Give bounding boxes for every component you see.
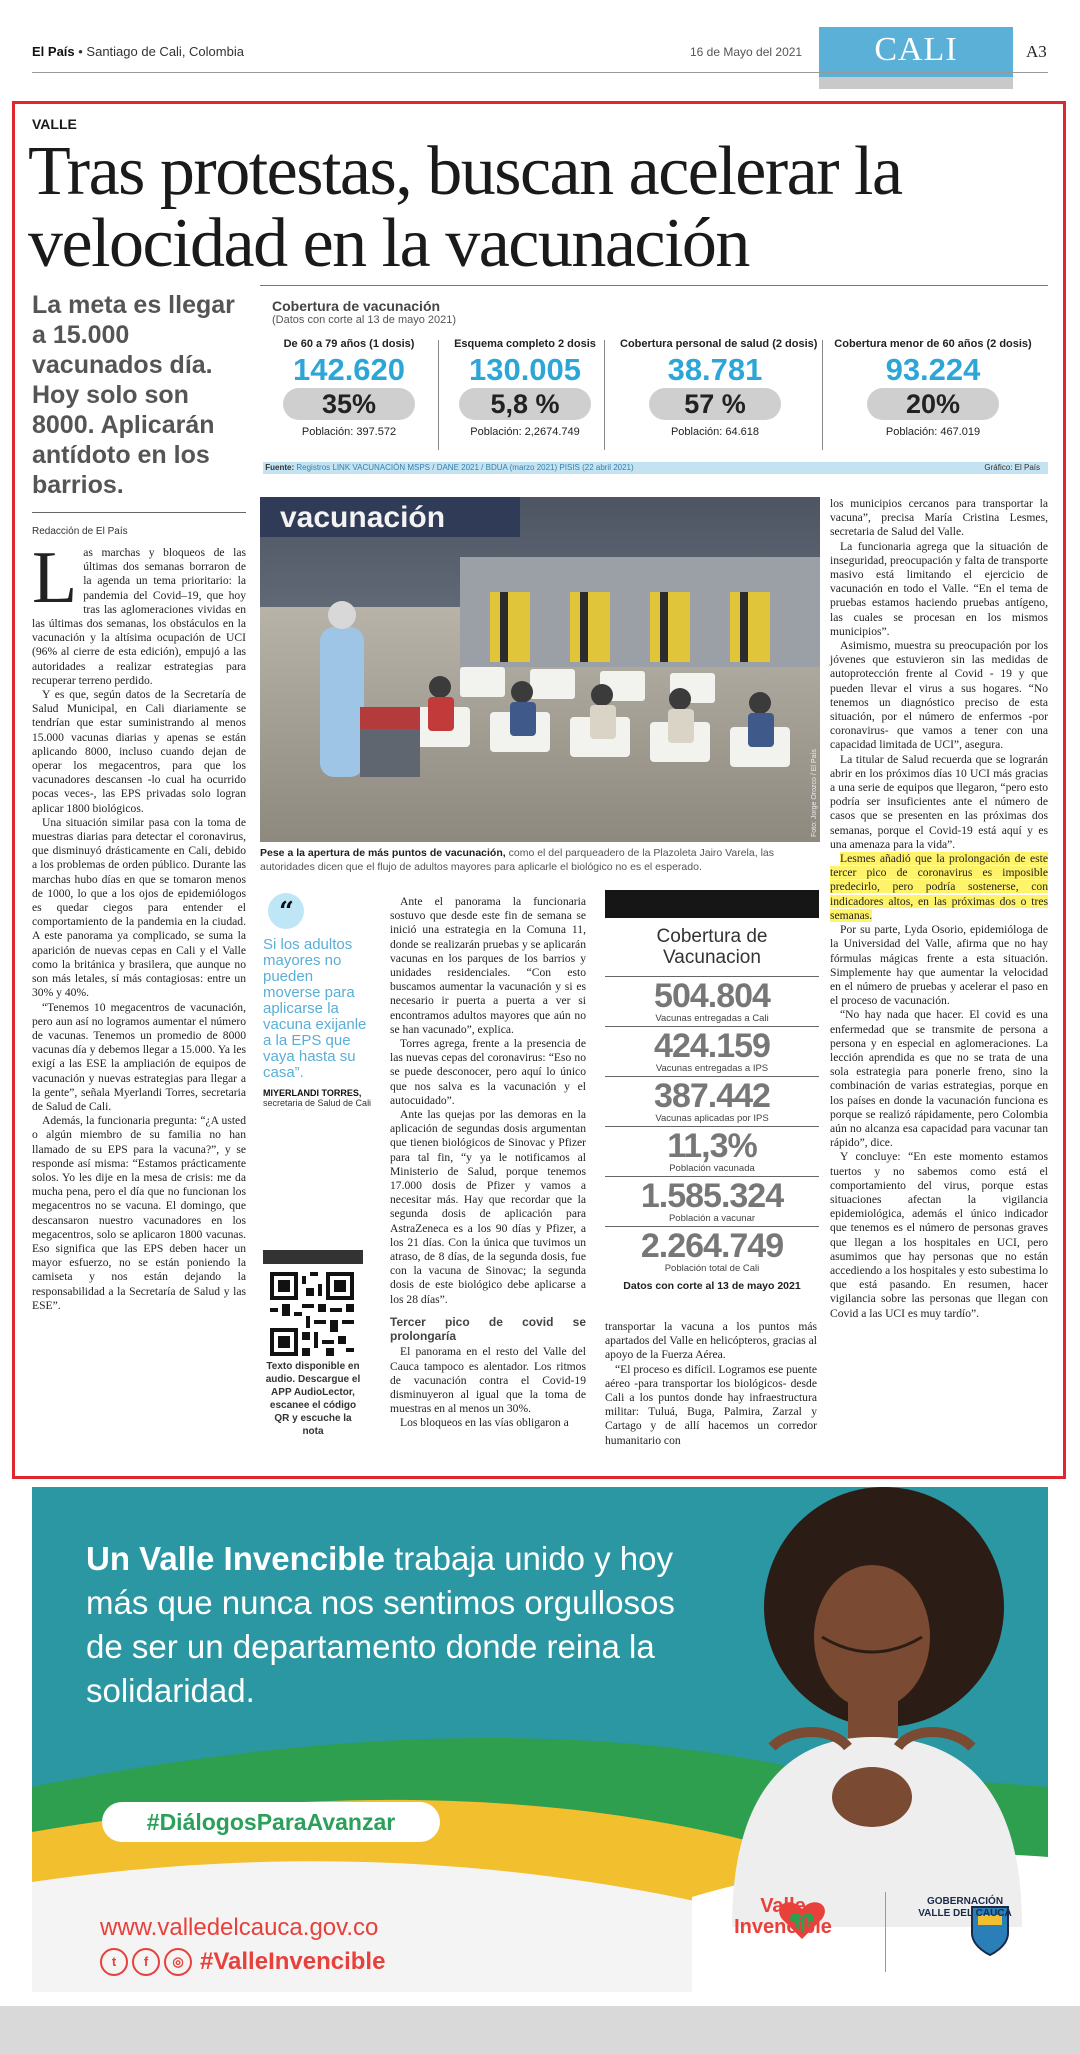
paper-name: El País bbox=[32, 44, 75, 59]
coverage-label: Población a vacunar bbox=[668, 1213, 756, 1224]
qr-instructions: Texto disponible en audio. Descargue el APP AudioLector, escanee el código QR y escuche la nota bbox=[265, 1361, 361, 1437]
subheading: Tercer pico de covid se prolongaría bbox=[390, 1314, 586, 1344]
stat-percent: 5,8 % bbox=[459, 388, 591, 420]
paragraph: Por su parte, Lyda Osorio, epidemióloga de la Universidad del Valle, afirma que no hay fórmulas mágicas frente a esta situación. Simplemente hay que aumentar la velocidad en el número de pruebas y acelerar el paso en el proceso de vacunación. bbox=[830, 923, 1048, 1008]
stat-population: Población: 2,2674.749 bbox=[470, 426, 580, 438]
stat-population: Población: 467.019 bbox=[885, 426, 981, 438]
gov-line-2: VALLE DEL CAUCA bbox=[918, 1908, 1012, 1919]
page-bottom-margin bbox=[0, 2006, 1080, 2054]
logo-separator bbox=[885, 1892, 886, 1972]
stat-population: Población: 397.572 bbox=[301, 426, 397, 438]
coverage-item bbox=[605, 1176, 819, 1224]
paragraph: los municipios cercanos para transportar la vacuna”, precisa María Cristina Lesmes, secretaria de Salud del Valle. bbox=[830, 497, 1048, 539]
drop-cap: L bbox=[32, 537, 78, 619]
byline: Redacción de El País bbox=[32, 526, 128, 537]
quote-author: MIYERLANDI TORRES, bbox=[263, 1088, 362, 1098]
paragraph: Y es que, según datos de la Secretaría de Salud Municipal, en Cali diariamente se tendrían que estar suministrando al menos 15.000 vacunas diarias y apenas se están aplicando 8000, incluso cuando dejan de operar los megacentros, para que los vacunadores descansen -lo cual ha ocurrido pocas veces-, las EPS privadas solo logran aplicar 1800 biológicos. bbox=[32, 688, 246, 815]
brand-line-1: Valle bbox=[760, 1895, 806, 1917]
photo-credit: Foto: Jorge Orozco / El País bbox=[811, 749, 818, 837]
stat-card bbox=[828, 338, 1038, 438]
paragraph: Los bloqueos en las vías obligaron a bbox=[400, 1416, 569, 1430]
ad-headline-rest: trabaja unido y hoy más que nunca nos sentimos orgullosos de ser un departamento donde reina la solidaridad. bbox=[86, 1540, 675, 1709]
paragraph: “El proceso es difícil. Logramos ese puente aéreo -para transportar los biológicos- desde Cali a los puntos donde hay infraestructura militar: Tuluá, Buga, Palmira, Zarzal y Cartago y de allí hacemos un corredor humanitario con bbox=[605, 1362, 817, 1447]
stat-value: 93.224 bbox=[885, 352, 981, 387]
highlighted-paragraph bbox=[830, 852, 1048, 923]
graphic-credit: Gráfico: El País bbox=[984, 463, 1040, 472]
ad-url-link[interactable]: www.valledelcauca.gov.co bbox=[100, 1914, 379, 1941]
stat-card bbox=[264, 338, 434, 438]
paragraph: El panorama en el resto del Valle del Cauca tampoco es alentador. Los ritmos de vacunación contra el Covid-19 disminuyeron al igual que la toma de muestras en al menos un 30%. bbox=[390, 1345, 586, 1416]
coverage-item bbox=[605, 976, 819, 1024]
photo-illustration bbox=[260, 497, 820, 842]
stat-value: 142.620 bbox=[292, 352, 406, 387]
coverage-box-bar bbox=[605, 890, 819, 918]
qr-code[interactable] bbox=[270, 1272, 354, 1356]
quote-role: secretaria de Salud de Cali bbox=[263, 1098, 372, 1108]
coverage-box-title: Cobertura de Vacunacion bbox=[656, 926, 768, 968]
source-label: Fuente: bbox=[265, 463, 295, 472]
infographic-subtitle: (Datos con corte al 13 de mayo 2021) bbox=[272, 314, 457, 326]
coverage-value: 424.159 bbox=[654, 1027, 770, 1065]
coverage-item bbox=[605, 1026, 819, 1074]
stat-percent: 57 % bbox=[649, 388, 781, 420]
source-bar bbox=[263, 462, 1048, 474]
quote-icon bbox=[268, 893, 304, 929]
paragraph: “Tenemos 10 megacentros de vacunación, pero aun así no logramos aumentar el número de vacunas. Tenemos un promedio de 8000 vacunas día y debemos llegar a 15.000. Ya les exigí a las ESE la ampliación de equipos de vacunación y nuevas estrategias para llegar a la gente”, señala Myerlandi Torres, secretaria de Salud de Cali. bbox=[32, 1000, 246, 1113]
stat-label: De 60 a 79 años (1 dosis) bbox=[283, 338, 415, 350]
deck: La meta es llegar a 15.000 vacunados día. Hoy solo son 8000. Aplicarán antídoto en los barrios. bbox=[32, 291, 235, 499]
paragraph: La funcionaria agrega que la situación de inseguridad, preocupación y falta de transporte masivo está limitando el ejercicio de vacunación en todo el Valle. “En el tema de pruebas estamos haciendo pruebas antígeno, las cuales se procesan en los mismos municipios”. bbox=[830, 539, 1048, 638]
stat-label: Cobertura personal de salud (2 dosis) bbox=[620, 338, 818, 350]
deck-rule bbox=[32, 512, 246, 513]
stat-card bbox=[620, 338, 818, 438]
photo-banner-text: vacunación bbox=[280, 501, 446, 534]
stat-label: Esquema completo 2 dosis bbox=[454, 338, 596, 350]
ad-social-row bbox=[100, 1948, 385, 1978]
pull-quote: Si los adultos mayores no pueden moverse para aplicarse la vacuna exijanle a la EPS que vaya hasta su casa”. bbox=[263, 936, 367, 1081]
kicker: VALLE bbox=[32, 116, 77, 132]
header-rule bbox=[32, 72, 1048, 73]
article-column-4 bbox=[605, 1320, 817, 1448]
brand-line-2: Invencible bbox=[734, 1916, 832, 1938]
ad-campaign-hashtag: #ValleInvencible bbox=[200, 1948, 386, 1975]
coverage-box-footer: Datos con corte al 13 de mayo 2021 bbox=[623, 1280, 801, 1292]
paper-place: Santiago de Cali, Colombia bbox=[86, 44, 244, 59]
paragraph: Además, la funcionaria pregunta: “¿A usted o algún miembro de su familia no han llamado de su EPS para la vacuna?”, y se responde así misma: “Estamos prácticamente solos. Yo les dije en la mesa de crisis: me da mucha pena, pero el día que no funcionan los megacentros no se vacuna. El domingo, que descansaron nuestro vacunadores en los megacentros, solo se aplicaron 1800 vacunas. Eso significa que las EPS deben hacer un mayor esfuerzo, no se están poniendo la camiseta y nos están dejando la responsabilidad a la Secretaría de Salud y las ESE”. bbox=[32, 1114, 246, 1312]
paragraph: Asimismo, muestra su preocupación por los jóvenes que estuvieron sin las medidas de autoprotección frente al Covid - 19 y que pueden llevar el virus a sus hogares. “No tenemos un diagnóstico preciso de esta situación, por el número de enfermos -por coronavirus- que vamos a tener con una capacidad limitada de UCI”, asegura. bbox=[830, 639, 1048, 752]
ad-hashtag-pill[interactable]: #DiálogosParaAvanzar bbox=[102, 1802, 440, 1842]
paragraph: transportar la vacuna a los puntos más apartados del Valle en helicópteros, gracias al apoyo de la Fuerza Aérea. bbox=[605, 1320, 817, 1362]
stat-percent: 35% bbox=[283, 388, 415, 420]
coverage-value: 504.804 bbox=[654, 977, 770, 1015]
stat-value: 38.781 bbox=[667, 352, 763, 387]
stat-label: Cobertura menor de 60 años (2 dosis) bbox=[834, 338, 1032, 350]
paragraph: Torres agrega, frente a la presencia de las nuevas cepas del coronavirus: “Eso no se puede desconocer, pero aquí lo único que nos salva es la vacunación y el autocuidado”. bbox=[390, 1037, 586, 1107]
governorate-logo bbox=[900, 1896, 1030, 1920]
paragraph: La titular de Salud recuerda que se lograrán abrir en los próximos días 10 UCI más gracias a una serie de equipos que llegaron, “pero esto podría ser insuficientes ante el número de casos que se presenten en las próximas dos semanas, porque el Covid-19 está aquí y es una amenaza para la vida”. bbox=[830, 752, 1048, 851]
coverage-label: Vacunas aplicadas por IPS bbox=[655, 1113, 769, 1124]
stat-divider bbox=[438, 340, 439, 450]
issue-date: 16 de Mayo del 2021 bbox=[690, 45, 803, 59]
infographic-title: Cobertura de vacunación bbox=[272, 298, 441, 314]
highlight-text: Lesmes añadió que la prolongación de este tercer pico de coronavirus es imposible predecirlo, pero podría sostenerse, con indicadores altos, en las próximas dos o tres semanas. bbox=[830, 852, 1048, 922]
stat-divider bbox=[604, 340, 605, 450]
qr-code-graphic bbox=[270, 1272, 354, 1356]
coverage-value: 2.264.749 bbox=[640, 1227, 784, 1265]
coverage-label: Población vacunada bbox=[669, 1163, 755, 1174]
ad-headline-bold: Un Valle Invencible bbox=[86, 1540, 385, 1577]
coverage-value: 387.442 bbox=[654, 1077, 770, 1115]
valle-invencible-logo bbox=[728, 1896, 838, 1938]
coverage-label: Población total de Cali bbox=[664, 1263, 760, 1274]
paragraph: Ante las quejas por las demoras en la aplicación de segundas dosis argumentan que tienen biológicos de Sinovac y Pfizer para tal fin, “y ya le notificamos al Ministerio de Salud, porque tenemos 17.000 dosis de Pfizer y vamos a necesitar más. Hay que recordar que la segunda dosis de aplicación para AstraZeneca es a los 90 días y Pfizer, a los 21 días. Con la única que tuvimos un atraso, de 8 días, de la segunda dosis, fue con la vacuna de Sinovac; la segunda dosis de este biológico debe aplicarse a los 28 días”. bbox=[390, 1108, 586, 1306]
coverage-item bbox=[605, 1226, 819, 1274]
gov-line-1: GOBERNACIÓN bbox=[926, 1896, 1004, 1907]
quote-mark: “ bbox=[279, 897, 294, 927]
section-name: CALI bbox=[874, 31, 958, 68]
photo-caption bbox=[260, 846, 820, 874]
coverage-item bbox=[605, 1076, 819, 1124]
stat-percent: 20% bbox=[867, 388, 999, 420]
paragraph: Una situación similar pasa con la toma de muestras diarias para detectar el coronavirus, que disminuyó drásticamente en Cali, debido a los problemas de orden público. Durante las marchas hubo días en que se tomaron menos de 1000, lo que a los ojos de epidemiólogos es quedar ciegos para entender el comportamiento de la pandemia en la ciudad. A este panorama ya complicado, se suma la aparición de nuevas cepas en Cali y el Valle como la británica y brasilera, que aunque no son más letales, sí más contagiosas: entre un 30% y 40%. bbox=[32, 815, 246, 1000]
caption-text: como el del parqueadero de la Plazoleta Jairo Varela, las autoridades dicen que el flujo de adultos mayores para aplicarle el biológico no es el esperado. bbox=[260, 847, 774, 873]
stat-card bbox=[440, 338, 610, 438]
article-column-1 bbox=[32, 537, 246, 1313]
twitter-icon[interactable]: t bbox=[100, 1948, 128, 1976]
article-column-5 bbox=[830, 497, 1048, 1321]
paragraph: Y concluye: “En este momento estamos tuertos y no sabemos como está el comportamiento del virus, porque estas situaciones afectan la vigilancia epidemiológica, además el único indicador que tenemos es el número de personas graves que llegan a los hospitales en UCI, pero asumimos que hay personas que no están accediendo a los hospitales y esto subestima lo que está pasando. En resumen, hacer vigilancia sobre las personas que llegan con Covid a las UCI es muy tardío”. bbox=[830, 1150, 1048, 1320]
coverage-label: Vacunas entregadas a IPS bbox=[655, 1063, 769, 1074]
vaccination-photo bbox=[260, 497, 820, 842]
masthead-left: El País • Santiago de Cali, Colombia bbox=[32, 44, 244, 59]
headline: Tras protestas, buscan acelerar la velocidad en la vacunación bbox=[28, 133, 902, 282]
coverage-item bbox=[605, 1126, 819, 1174]
section-tab bbox=[819, 27, 1013, 89]
stat-divider bbox=[822, 340, 823, 450]
coverage-value: 1.585.324 bbox=[640, 1177, 784, 1215]
facebook-icon[interactable]: f bbox=[132, 1948, 160, 1976]
paragraph: “No hay nada que hacer. El covid es una enfermedad que se transmite de persona a persona y en especial en aglomeraciones. La lección aprendida es que no se trata de una sola estrategia para ponerle freno, sino la combinación de varias estrategias, porque en los países en donde la vacunación funciona es porque se realizó rápidamente, pero Colombia aún no alcanza esa capacidad para vacunar tan rápido”, dice. bbox=[830, 1008, 1048, 1150]
page-number: A3 bbox=[1026, 42, 1047, 61]
ad-headline bbox=[86, 1537, 686, 1713]
qr-header-bar bbox=[263, 1250, 363, 1264]
paragraph: as marchas y bloqueos de las últimas dos semanas borraron de la agenda un tema prioritario: la pandemia del Covid–19, que hoy tras las aglomeraciones vividas en las últimas dos semanas, los obstáculos en la vacunación y la altísima ocupación de UCI (96% al cierre de esta edición), empujó a las autoridades a realizar estrategias para recuperar terreno perdido. bbox=[32, 546, 246, 687]
coverage-label: Vacunas entregadas a Cali bbox=[655, 1013, 769, 1024]
coverage-value: 11,3% bbox=[667, 1127, 757, 1165]
source-text: Registros LINK VACUNACIÓN MSPS / DANE 2021 / BDUA (marzo 2021) PISIS (22 abril 2021) bbox=[296, 463, 634, 472]
quote-attribution bbox=[263, 1088, 373, 1108]
instagram-icon[interactable]: ◎ bbox=[164, 1948, 192, 1976]
article-column-3 bbox=[390, 895, 586, 1431]
caption-lead: Pese a la apertura de más puntos de vacunación, bbox=[260, 847, 506, 859]
stat-value: 130.005 bbox=[468, 352, 582, 387]
headline-rule bbox=[260, 285, 1048, 286]
paragraph: Ante el panorama la funcionaria sostuvo que desde este fin de semana se inició una estrategia en la Comuna 11, donde se realizarán pruebas y se aplicarán vacunas en los parques de los barrios y unidades residenciales. “Con esto buscamos aumentar la vacunación y si es necesario ir puerta a puerta a ver si encontramos adultos mayores que aún no se han vacunado”, explica. bbox=[390, 895, 586, 1036]
stat-population: Población: 64.618 bbox=[670, 426, 760, 438]
